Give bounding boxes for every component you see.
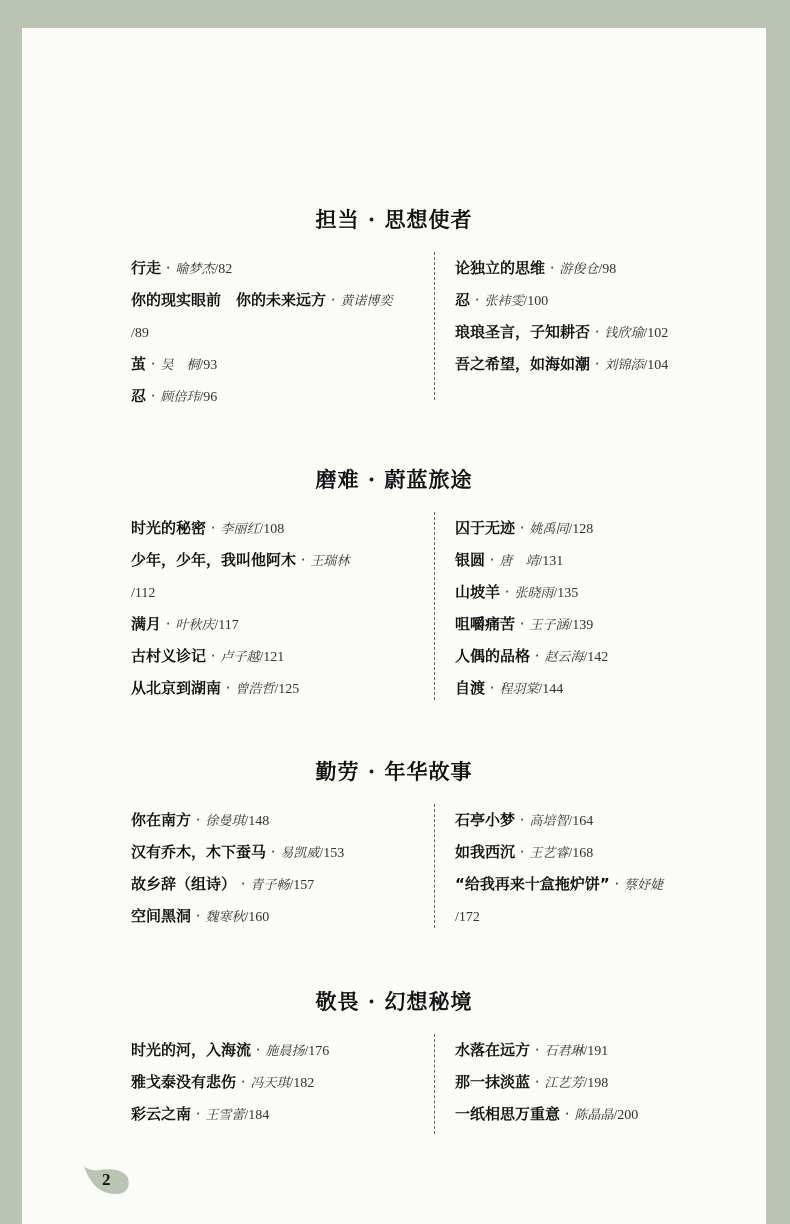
toc-entry[interactable] bbox=[131, 900, 431, 932]
entry-author: 姚禹同 bbox=[529, 522, 569, 537]
entry-author: 唐 靖 bbox=[499, 554, 539, 569]
separator: · bbox=[161, 615, 176, 633]
entry-title: 汉有乔木，木下蚕马 bbox=[131, 843, 267, 861]
entry-page: /128 bbox=[568, 522, 594, 537]
separator: · bbox=[206, 519, 221, 537]
entry-title: 咀嚼痛苦 bbox=[455, 615, 516, 633]
entry-author: 魏寒秋 bbox=[205, 910, 245, 925]
toc-column-left bbox=[131, 512, 431, 704]
entry-page: /191 bbox=[583, 1044, 609, 1059]
column-divider bbox=[434, 804, 435, 928]
separator: · bbox=[500, 583, 515, 601]
toc-entry[interactable] bbox=[131, 1034, 431, 1066]
column-divider bbox=[434, 252, 435, 400]
entry-author: 王子涵 bbox=[529, 618, 569, 633]
toc-entry[interactable] bbox=[131, 672, 431, 704]
entry-author: 蔡妤婕 bbox=[624, 878, 664, 893]
entry-title: 雅戈泰没有悲伤 bbox=[131, 1073, 237, 1091]
separator: · bbox=[146, 387, 161, 405]
entry-title: 自渡 bbox=[455, 679, 486, 697]
toc-entry[interactable] bbox=[455, 672, 755, 704]
toc-entry[interactable] bbox=[131, 380, 431, 412]
entry-page: /121 bbox=[259, 650, 285, 665]
toc-entry[interactable] bbox=[455, 868, 755, 900]
entry-page: /131 bbox=[538, 554, 564, 569]
entry-page: /198 bbox=[583, 1076, 609, 1091]
entry-title: 忍 bbox=[131, 387, 147, 405]
section-title: 磨难 · 蔚蓝旅途 bbox=[315, 467, 473, 492]
separator: · bbox=[161, 259, 176, 277]
entry-author: 张袆雯 bbox=[484, 294, 524, 309]
toc-entry[interactable] bbox=[455, 544, 755, 576]
separator: · bbox=[296, 551, 311, 569]
entry-page: /182 bbox=[289, 1076, 315, 1091]
toc-entry[interactable] bbox=[131, 1066, 431, 1098]
entry-author: 冯天琪 bbox=[250, 1076, 290, 1091]
entry-author: 卢子越 bbox=[220, 650, 260, 665]
entry-page: /172 bbox=[455, 910, 480, 925]
entry-page: /89 bbox=[131, 326, 149, 341]
toc-entry[interactable] bbox=[131, 348, 431, 380]
entry-author: 游俊仓 bbox=[559, 262, 599, 277]
entry-author: 高培智 bbox=[529, 814, 569, 829]
entry-title: 银圆 bbox=[455, 551, 486, 569]
toc-entry[interactable] bbox=[455, 284, 755, 316]
separator: · bbox=[545, 259, 560, 277]
entry-title: 那一抹淡蓝 bbox=[455, 1073, 531, 1091]
toc-entry[interactable] bbox=[455, 836, 755, 868]
entry-author: 陈晶晶 bbox=[574, 1108, 614, 1123]
toc-column-right bbox=[455, 804, 755, 932]
entry-title: 琅琅圣言，子知耕否 bbox=[455, 323, 591, 341]
entry-page: /117 bbox=[214, 618, 239, 633]
separator: · bbox=[236, 875, 251, 893]
entry-page: /125 bbox=[274, 682, 300, 697]
entry-title: 如我西沉 bbox=[455, 843, 516, 861]
entry-title: 人偶的品格 bbox=[455, 647, 531, 665]
entry-author: 张晓雨 bbox=[514, 586, 554, 601]
entry-page: /108 bbox=[259, 522, 285, 537]
entry-page: /184 bbox=[244, 1108, 270, 1123]
entry-title: 石亭小梦 bbox=[455, 811, 516, 829]
entry-title: 时光的河，入海流 bbox=[131, 1041, 252, 1059]
separator: · bbox=[515, 615, 530, 633]
toc-entry[interactable] bbox=[131, 640, 431, 672]
toc-entry[interactable] bbox=[131, 1098, 431, 1130]
toc-entry[interactable] bbox=[455, 316, 755, 348]
entry-title: 彩云之南 bbox=[131, 1105, 192, 1123]
entry-author: 钱欣瑜 bbox=[604, 326, 644, 341]
separator: · bbox=[236, 1073, 251, 1091]
entry-author: 易凯威 bbox=[280, 846, 320, 861]
toc-page bbox=[22, 28, 766, 1224]
entry-title: 空间黑洞 bbox=[131, 907, 192, 925]
toc-column-right bbox=[455, 252, 755, 380]
column-divider bbox=[434, 512, 435, 700]
toc-column-right bbox=[455, 1034, 755, 1130]
toc-entry[interactable] bbox=[131, 868, 431, 900]
toc-entry[interactable] bbox=[131, 284, 431, 316]
entry-title: 水落在远方 bbox=[455, 1041, 531, 1059]
entry-page: /96 bbox=[199, 390, 218, 405]
entry-page: /112 bbox=[131, 586, 156, 601]
separator: · bbox=[530, 1041, 545, 1059]
entry-page: /144 bbox=[538, 682, 564, 697]
section-title: 担当 · 思想使者 bbox=[315, 207, 473, 232]
separator: · bbox=[251, 1041, 266, 1059]
entry-page: /160 bbox=[244, 910, 270, 925]
entry-author: 青子畅 bbox=[250, 878, 290, 893]
entry-author: 王雪蕾 bbox=[205, 1108, 245, 1123]
separator: · bbox=[590, 323, 605, 341]
entry-title: 行走 bbox=[131, 259, 162, 277]
toc-column-right bbox=[455, 512, 755, 704]
toc-entry[interactable] bbox=[455, 1034, 755, 1066]
separator: · bbox=[485, 679, 500, 697]
entry-page: /82 bbox=[214, 262, 233, 277]
entry-page: /157 bbox=[289, 878, 315, 893]
entry-page: /200 bbox=[613, 1108, 639, 1123]
section-title: 敬畏 · 幻想秘境 bbox=[315, 989, 473, 1014]
entry-title: 你的现实眼前 你的未来远方 bbox=[131, 291, 327, 309]
entry-page: /168 bbox=[568, 846, 594, 861]
entry-page-continued bbox=[131, 576, 431, 608]
separator: · bbox=[191, 1105, 206, 1123]
separator: · bbox=[515, 843, 530, 861]
entry-title: 从北京到湖南 bbox=[131, 679, 222, 697]
separator: · bbox=[146, 355, 161, 373]
entry-author: 叶秋庆 bbox=[175, 618, 215, 633]
separator: · bbox=[530, 1073, 545, 1091]
toc-entry[interactable] bbox=[455, 576, 755, 608]
toc-entry[interactable] bbox=[131, 252, 431, 284]
toc-entry[interactable] bbox=[131, 608, 431, 640]
toc-column-left bbox=[131, 1034, 431, 1130]
entry-title: 时光的秘密 bbox=[131, 519, 207, 537]
separator: · bbox=[191, 907, 206, 925]
entry-title: 囚于无迹 bbox=[455, 519, 516, 537]
separator: · bbox=[206, 647, 221, 665]
entry-author: 喻梦杰 bbox=[175, 262, 215, 277]
separator: · bbox=[326, 291, 341, 309]
entry-title: 你在南方 bbox=[131, 811, 192, 829]
entry-author: 李丽红 bbox=[220, 522, 260, 537]
entry-page-continued bbox=[131, 316, 431, 348]
toc-entry[interactable] bbox=[131, 804, 431, 836]
entry-title: 忍 bbox=[455, 291, 471, 309]
entry-page: /176 bbox=[304, 1044, 330, 1059]
separator: · bbox=[590, 355, 605, 373]
separator: · bbox=[191, 811, 206, 829]
entry-author: 江艺芳 bbox=[544, 1076, 584, 1091]
separator: · bbox=[560, 1105, 575, 1123]
separator: · bbox=[515, 519, 530, 537]
toc-entry[interactable] bbox=[455, 348, 755, 380]
entry-author: 刘锦添 bbox=[604, 358, 644, 373]
entry-page: /102 bbox=[643, 326, 669, 341]
entry-title: 茧 bbox=[131, 355, 147, 373]
toc-entry[interactable] bbox=[131, 512, 431, 544]
toc-entry[interactable] bbox=[455, 640, 755, 672]
entry-page: /164 bbox=[568, 814, 594, 829]
entry-page: /93 bbox=[199, 358, 218, 373]
entry-author: 石君琳 bbox=[544, 1044, 584, 1059]
entry-page: /148 bbox=[244, 814, 270, 829]
separator: · bbox=[485, 551, 500, 569]
entry-author: 赵云海 bbox=[544, 650, 584, 665]
entry-title: 论独立的思维 bbox=[455, 259, 546, 277]
entry-page: /98 bbox=[598, 262, 617, 277]
section-title: 勤劳 · 年华故事 bbox=[315, 759, 473, 784]
toc-column-left bbox=[131, 252, 431, 412]
toc-entry[interactable] bbox=[455, 608, 755, 640]
entry-title: 故乡辞（组诗） bbox=[131, 875, 237, 893]
entry-author: 徐曼琪 bbox=[205, 814, 245, 829]
entry-title: 一纸相思万重意 bbox=[455, 1105, 561, 1123]
entry-author: 吴 桐 bbox=[160, 358, 200, 373]
separator: · bbox=[530, 647, 545, 665]
entry-title: 少年，少年，我叫他阿木 bbox=[131, 551, 297, 569]
toc-entry[interactable] bbox=[455, 1098, 755, 1130]
toc-entry[interactable] bbox=[131, 544, 431, 576]
page-number bbox=[82, 1164, 132, 1196]
entry-page: /100 bbox=[523, 294, 549, 309]
entry-title: 山坡羊 bbox=[455, 583, 501, 601]
column-divider bbox=[434, 1034, 435, 1134]
toc-column-left bbox=[131, 804, 431, 932]
separator: · bbox=[515, 811, 530, 829]
entry-page: /135 bbox=[553, 586, 579, 601]
toc-entry[interactable] bbox=[455, 804, 755, 836]
entry-page: /139 bbox=[568, 618, 594, 633]
separator: · bbox=[470, 291, 485, 309]
entry-title: 满月 bbox=[131, 615, 162, 633]
entry-author: 黄诺博奕 bbox=[340, 294, 393, 309]
entry-author: 王瑞林 bbox=[310, 554, 350, 569]
separator: · bbox=[266, 843, 281, 861]
entry-author: 程羽棠 bbox=[499, 682, 539, 697]
entry-author: 施晨扬 bbox=[265, 1044, 305, 1059]
separator: · bbox=[609, 875, 625, 893]
entry-page-continued bbox=[455, 900, 755, 932]
toc-entry[interactable] bbox=[455, 252, 755, 284]
entry-title: 吾之希望，如海如潮 bbox=[455, 355, 591, 373]
entry-page: /142 bbox=[583, 650, 609, 665]
toc-entry[interactable] bbox=[455, 512, 755, 544]
entry-page: /153 bbox=[319, 846, 345, 861]
entry-author: 顾倍玮 bbox=[160, 390, 200, 405]
entry-author: 曾浩哲 bbox=[235, 682, 275, 697]
entry-author: 王艺睿 bbox=[529, 846, 569, 861]
toc-entry[interactable] bbox=[131, 836, 431, 868]
separator: · bbox=[221, 679, 236, 697]
entry-page: /104 bbox=[643, 358, 669, 373]
entry-title: 古村义诊记 bbox=[131, 647, 207, 665]
entry-title: “给我再来十盒拖炉饼” bbox=[455, 875, 610, 893]
page-number-text: 2 bbox=[102, 1170, 111, 1189]
toc-entry[interactable] bbox=[455, 1066, 755, 1098]
